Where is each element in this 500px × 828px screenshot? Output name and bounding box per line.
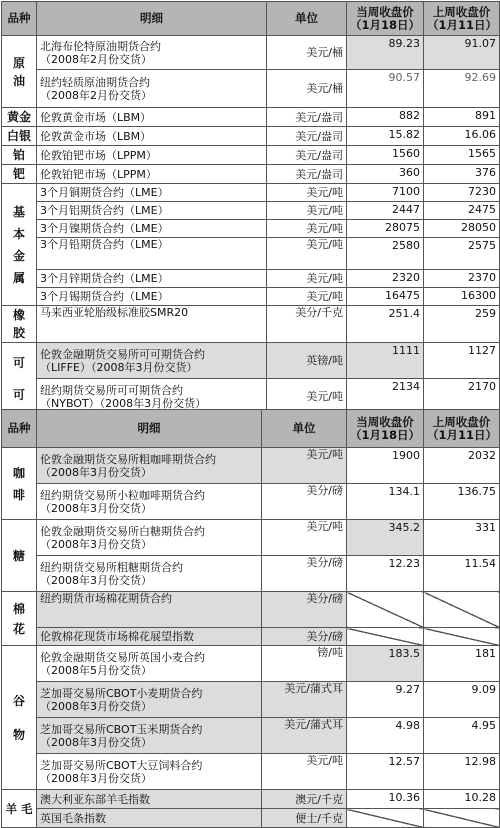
detail-cell: 芝加哥交易所CBOT小麦期货合约 （2008年3月份交货） <box>37 682 262 718</box>
table-row <box>2 127 500 146</box>
detail-cell: 澳大利亚东部羊毛指数 <box>37 790 262 809</box>
current-price-cell: 360 <box>347 165 424 184</box>
previous-price-cell: 1565 <box>424 146 500 165</box>
table-row <box>2 184 500 202</box>
previous-price-cell: 2475 <box>424 202 500 220</box>
current-price-cell: 12.23 <box>347 556 424 592</box>
previous-price-cell: 376 <box>424 165 500 184</box>
detail-cell: 3个月锌期货合约（LME） <box>37 270 267 288</box>
header-category: 品种 <box>2 410 37 448</box>
header-category: 品种 <box>2 2 37 36</box>
unit-cell: 便士/千克 <box>262 809 347 828</box>
unit-cell: 美元/吨 <box>262 754 347 790</box>
current-price-cell: 28075 <box>347 220 424 238</box>
previous-price-cell: 2032 <box>424 448 500 484</box>
header-previous-price: 上周收盘价 （1月11日） <box>424 410 500 448</box>
previous-price-cell: 7230 <box>424 184 500 202</box>
unit-cell: 美元/吨 <box>267 288 347 306</box>
current-price-cell: 16475 <box>347 288 424 306</box>
header-detail: 明细 <box>37 2 267 36</box>
current-price-cell: 134.1 <box>347 484 424 520</box>
table-row <box>2 220 500 238</box>
unit-cell: 美元/蒲式耳 <box>262 682 347 718</box>
previous-price-cell: 891 <box>424 108 500 127</box>
current-price-cell: 2580 <box>347 238 424 270</box>
unit-cell: 美元/桶 <box>267 70 347 108</box>
table-row <box>2 718 500 754</box>
detail-cell: 伦敦金融期货交易所粗咖啡期货合约 （2008年3月份交货） <box>37 448 262 484</box>
header-unit: 单位 <box>267 2 347 36</box>
current-price-cell: 10.36 <box>347 790 424 809</box>
previous-price-cell: 11.54 <box>424 556 500 592</box>
previous-price-cell: 12.98 <box>424 754 500 790</box>
table-row <box>2 448 500 484</box>
previous-price-cell: 91.07 <box>424 36 500 70</box>
empty-cell <box>347 592 424 628</box>
table-row <box>2 238 500 270</box>
previous-price-cell: 2575 <box>424 238 500 270</box>
unit-cell: 美分/磅 <box>262 628 347 646</box>
table-row <box>2 146 500 165</box>
previous-price-cell: 4.95 <box>424 718 500 754</box>
table-row <box>2 270 500 288</box>
empty-cell <box>347 628 424 646</box>
detail-cell: 3个月铅期货合约（LME） <box>37 238 267 270</box>
price-table-2 <box>1 409 500 828</box>
category-crude-oil: 原 油 <box>2 36 37 108</box>
table-row <box>2 484 500 520</box>
empty-cell <box>347 809 424 828</box>
detail-cell: 北海布伦特原油期货合约 （2008年2月份交货） <box>37 36 267 70</box>
current-price-cell: 251.4 <box>347 306 424 343</box>
header-previous-price: 上周收盘价 （1月11日） <box>424 2 500 36</box>
previous-price-cell: 181 <box>424 646 500 682</box>
table-row <box>2 288 500 306</box>
previous-price-cell: 9.09 <box>424 682 500 718</box>
detail-cell: 伦敦金融期货交易所白糖期货合约 （2008年3月份交货） <box>37 520 262 556</box>
detail-cell: 3个月锡期货合约（LME） <box>37 288 267 306</box>
category-sugar: 糖 <box>2 520 37 592</box>
detail-cell: 芝加哥交易所CBOT大豆饲料合约 （2008年3月份交货） <box>37 754 262 790</box>
category-silver: 白银 <box>2 127 37 146</box>
detail-cell: 3个月镍期货合约（LME） <box>37 220 267 238</box>
header-row <box>2 2 500 36</box>
table-row <box>2 343 500 379</box>
current-price-cell: 2134 <box>347 379 424 415</box>
current-price-cell: 345.2 <box>347 520 424 556</box>
unit-cell: 美分/千克 <box>267 306 347 343</box>
current-price-cell: 183.5 <box>347 646 424 682</box>
detail-cell: 伦敦金融期货交易所可可期货合约 （LIFFE）（2008年3月份交货） <box>37 343 267 379</box>
current-price-cell: 1900 <box>347 448 424 484</box>
table-row <box>2 36 500 70</box>
category-base-metals: 基 本 金 属 <box>2 184 37 306</box>
current-price-cell: 15.82 <box>347 127 424 146</box>
category-coffee: 咖 啡 <box>2 448 37 520</box>
price-table-1 <box>1 1 500 415</box>
unit-cell: 美分/磅 <box>262 484 347 520</box>
unit-cell: 美元/吨 <box>267 379 347 415</box>
unit-cell: 美元/盎司 <box>267 165 347 184</box>
current-price-cell: 1111 <box>347 343 424 379</box>
detail-cell: 伦敦金融期货交易所英国小麦合约 （2008年5月份交货） <box>37 646 262 682</box>
detail-cell: 纽约期货市场棉花期货合约 <box>37 592 262 628</box>
table-row <box>2 70 500 108</box>
table-row <box>2 306 500 343</box>
current-price-cell: 7100 <box>347 184 424 202</box>
unit-cell: 美分/磅 <box>262 592 347 628</box>
table-row <box>2 520 500 556</box>
table-row <box>2 790 500 809</box>
detail-cell: 纽约期货交易所可可期货合约 （NYBOT）（2008年3月份交货） <box>37 379 267 415</box>
unit-cell: 美元/吨 <box>262 520 347 556</box>
unit-cell: 美元/蒲式耳 <box>262 718 347 754</box>
header-current-price: 当周收盘价 （1月18日） <box>347 2 424 36</box>
current-price-cell: 2447 <box>347 202 424 220</box>
table-row <box>2 165 500 184</box>
table-row <box>2 682 500 718</box>
current-price-cell: 1560 <box>347 146 424 165</box>
previous-price-cell: 2170 <box>424 379 500 415</box>
category-wool: 羊 毛 <box>2 790 37 828</box>
unit-cell: 澳元/千克 <box>262 790 347 809</box>
previous-price-cell: 28050 <box>424 220 500 238</box>
category-cocoa: 可 可 <box>2 343 37 415</box>
detail-cell: 芝加哥交易所CBOT玉米期货合约 （2008年3月份交货） <box>37 718 262 754</box>
current-price-cell: 882 <box>347 108 424 127</box>
category-cotton: 棉 花 <box>2 592 37 646</box>
detail-cell: 伦敦铂钯市场（LPPM） <box>37 146 267 165</box>
previous-price-cell: 16.06 <box>424 127 500 146</box>
detail-cell: 伦敦黄金市场（LBM） <box>37 127 267 146</box>
table-row <box>2 646 500 682</box>
current-price-cell: 90.57 <box>347 70 424 108</box>
header-detail: 明细 <box>37 410 262 448</box>
table-row <box>2 556 500 592</box>
detail-cell: 伦敦黄金市场（LBM） <box>37 108 267 127</box>
unit-cell: 美元/盎司 <box>267 146 347 165</box>
previous-price-cell: 136.75 <box>424 484 500 520</box>
previous-price-cell: 92.69 <box>424 70 500 108</box>
previous-price-cell: 259 <box>424 306 500 343</box>
unit-cell: 美元/吨 <box>262 448 347 484</box>
previous-price-cell: 16300 <box>424 288 500 306</box>
unit-cell: 美元/吨 <box>267 270 347 288</box>
current-price-cell: 4.98 <box>347 718 424 754</box>
unit-cell: 美元/吨 <box>267 238 347 270</box>
unit-cell: 镑/吨 <box>262 646 347 682</box>
detail-cell: 纽约期货交易所粗糖期货合约 （2008年3月份交货） <box>37 556 262 592</box>
unit-cell: 美元/盎司 <box>267 127 347 146</box>
current-price-cell: 2320 <box>347 270 424 288</box>
category-palladium: 钯 <box>2 165 37 184</box>
table-row <box>2 202 500 220</box>
empty-cell <box>424 809 500 828</box>
unit-cell: 美元/吨 <box>267 184 347 202</box>
detail-cell: 伦敦棉花现货市场棉花展望指数 <box>37 628 262 646</box>
header-current-price: 当周收盘价 （1月18日） <box>347 410 424 448</box>
table-row <box>2 754 500 790</box>
previous-price-cell: 1127 <box>424 343 500 379</box>
category-grain: 谷 物 <box>2 646 37 790</box>
category-gold: 黄金 <box>2 108 37 127</box>
unit-cell: 英镑/吨 <box>267 343 347 379</box>
table-row <box>2 809 500 828</box>
unit-cell: 美元/盎司 <box>267 108 347 127</box>
unit-cell: 美元/吨 <box>267 220 347 238</box>
header-row <box>2 410 500 448</box>
unit-cell: 美元/吨 <box>267 202 347 220</box>
current-price-cell: 9.27 <box>347 682 424 718</box>
empty-cell <box>424 592 500 628</box>
category-platinum: 铂 <box>2 146 37 165</box>
empty-cell <box>424 628 500 646</box>
detail-cell: 伦敦铂钯市场（LPPM） <box>37 165 267 184</box>
header-unit: 单位 <box>262 410 347 448</box>
category-rubber: 橡 胶 <box>2 306 37 343</box>
detail-cell: 纽约期货交易所小粒咖啡期货合约 （2008年3月份交货） <box>37 484 262 520</box>
detail-cell: 英国毛条指数 <box>37 809 262 828</box>
previous-price-cell: 10.28 <box>424 790 500 809</box>
current-price-cell: 12.57 <box>347 754 424 790</box>
detail-cell: 马来西亚轮胎级标准胶SMR20 <box>37 306 267 343</box>
table-row <box>2 592 500 628</box>
previous-price-cell: 2370 <box>424 270 500 288</box>
current-price-cell: 89.23 <box>347 36 424 70</box>
unit-cell: 美元/桶 <box>267 36 347 70</box>
unit-cell: 美分/磅 <box>262 556 347 592</box>
table-row <box>2 108 500 127</box>
previous-price-cell: 331 <box>424 520 500 556</box>
table-row <box>2 628 500 646</box>
detail-cell: 纽约轻质原油期货合约 （2008年2月份交货） <box>37 70 267 108</box>
detail-cell: 3个月铜期货合约（LME） <box>37 184 267 202</box>
detail-cell: 3个月铝期货合约（LME） <box>37 202 267 220</box>
